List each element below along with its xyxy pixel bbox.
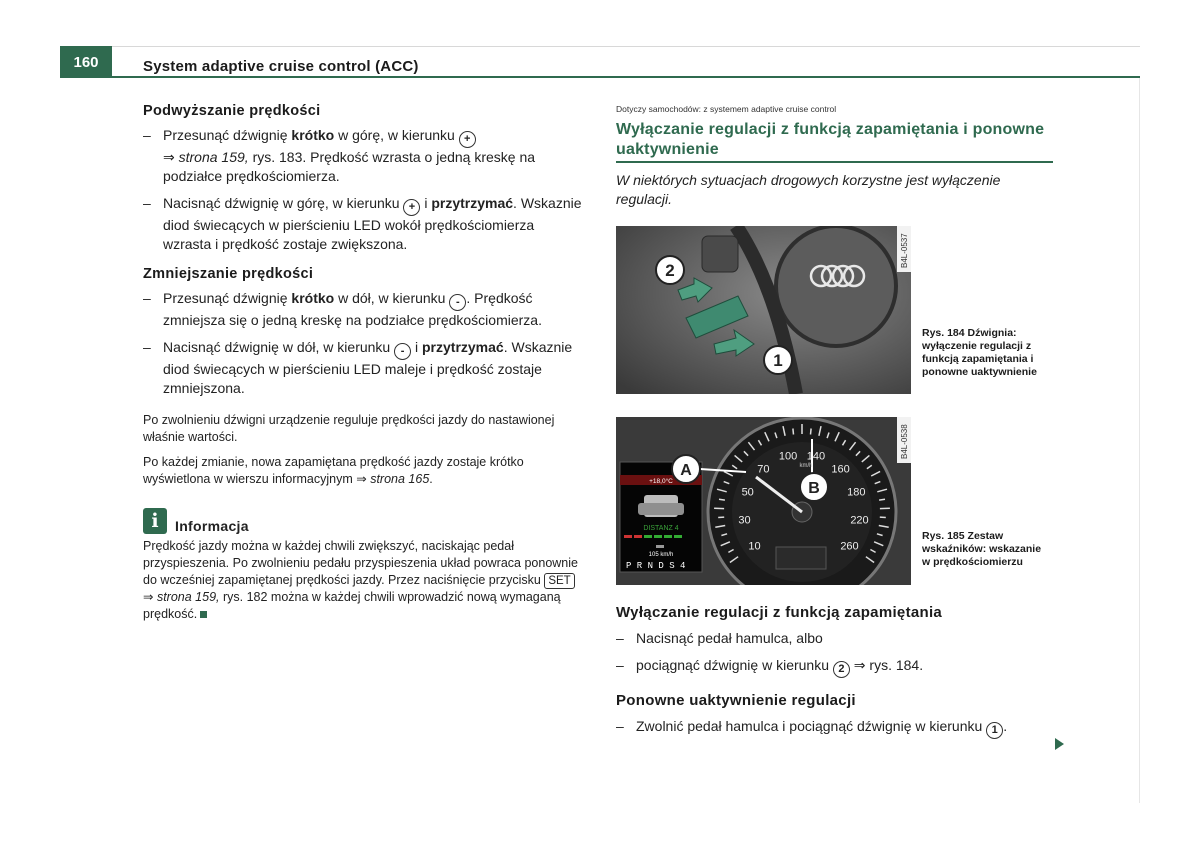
figure-code: B4L-0537 xyxy=(900,233,909,268)
heading-decrease: Zmniejszanie prędkości xyxy=(143,266,314,282)
speed-tick-label: 50 xyxy=(741,486,754,499)
speed-tick-label: 10 xyxy=(748,540,761,553)
minus-symbol-icon: - xyxy=(449,294,466,311)
figure-label-1: 1 xyxy=(773,351,783,370)
section-lead: W niektórych sytuacjach drogowych korzystne jest wyłączenie regulacji. xyxy=(616,171,1001,207)
speed-tick-mark xyxy=(793,429,794,435)
list-item: – Przesunąć dźwignię krótko w dół, w kierunku - . Prędkość zmniejsza się o jedną kreskę na podziałce prędkościomierza. xyxy=(143,290,542,328)
speed-tick-label: 100 xyxy=(778,450,798,463)
list-item: – pociągnąć dźwignię w kierunku 2 ⇒ rys. 184. xyxy=(616,656,1056,678)
set-key-icon: SET xyxy=(544,573,574,589)
paragraph: Po zwolnieniu dźwigni urządzenie reguluje prędkości jazdy do nastawionej właśnie wartości. xyxy=(143,413,555,444)
speed-tick-label: 180 xyxy=(847,486,866,499)
speed-tick-label: 140 xyxy=(806,450,826,463)
minus-symbol-icon: - xyxy=(394,343,411,360)
page-reference: strona 159, xyxy=(178,149,249,165)
heading-switch-off: Wyłączanie regulacji z funkcją zapamiętania xyxy=(616,604,943,621)
page-reference: strona 165 xyxy=(370,472,430,486)
plus-symbol-icon: + xyxy=(459,131,476,148)
speed-tick-label: 260 xyxy=(840,540,859,553)
figure-label-2: 2 xyxy=(665,261,675,280)
list-item: – Nacisnąć dźwignię w dół, w kierunku - i przytrzymać. Wskaznie diod świecących w pierścieniu LED maleje i prędkość zostaje zmniejszona. xyxy=(143,339,573,396)
lever-direction-2-icon: 2 xyxy=(833,661,850,678)
list-item: – Nacisnąć pedał hamulca, albo xyxy=(616,630,823,646)
info-icon: i xyxy=(143,508,167,534)
page-reference: strona 159, xyxy=(156,590,220,604)
info-title: Informacja xyxy=(175,518,249,534)
list-item: – Zwolnić pedał hamulca i pociągnąć dźwignię w kierunku 1 . xyxy=(616,717,1056,739)
speed-tick-mark xyxy=(719,499,725,500)
figure-184-caption: Rys. 184 Dźwignia: wyłączenie regulacji z funkcją zapamiętania i ponowne uaktywnienie xyxy=(922,327,1037,378)
column-divider xyxy=(1139,78,1140,803)
list-item: – Nacisnąć dźwignię w górę, w kierunku + i przytrzymać. Wskaznie diod świecących w pierścieniu LED wokół prędkościomierza wzrasta i prędkość zostaje zwiększona. xyxy=(143,195,582,252)
info-header xyxy=(143,508,583,534)
speed-tick-mark xyxy=(811,429,812,435)
speed-tick-label: 220 xyxy=(850,514,869,527)
switch-off-list xyxy=(616,629,1056,686)
reactivate-list xyxy=(616,717,1056,747)
gear-readout: P R N D S 4 xyxy=(626,561,686,571)
speed-unit: km/h xyxy=(799,463,813,469)
plus-symbol-icon: + xyxy=(403,199,420,216)
figure-label-B: B xyxy=(808,480,820,497)
lever-direction-1-icon: 1 xyxy=(986,722,1003,739)
speed-tick-mark xyxy=(879,499,885,500)
figure-code: B4L-0538 xyxy=(900,424,909,459)
figure-184-steering-lever xyxy=(616,226,911,394)
distance-readout: DISTANZ 4 xyxy=(643,525,679,532)
paragraph: Po każdej zmianie, nowa zapamiętana prędkość jazdy zostaje krótko wyświetlona w wierszu informacyjnym ⇒ strona 165. xyxy=(143,455,524,486)
heading-increase: Podwyższanie prędkości xyxy=(143,103,321,119)
speed-tick-label: 160 xyxy=(831,463,850,476)
figure-185-caption: Rys. 185 Zestaw wskaźników: wskazanie w prędkościomierzu xyxy=(922,530,1042,568)
figure-185-instrument-cluster xyxy=(616,417,911,585)
applies-to: Dotyczy samochodów: z systemem adaptive cruise control xyxy=(616,104,837,114)
header-rule xyxy=(60,76,1140,78)
page-number: 160 xyxy=(60,46,112,78)
section-title: Wyłączanie regulacji z funkcją zapamiętania i ponowne uaktywnienie xyxy=(616,121,1045,158)
speed-tick-label: 30 xyxy=(738,514,751,527)
info-text: Prędkość jazdy można w każdej chwili zwiększyć, naciskając pedał przyspieszenia. Po zwolnieniu pedału przyspieszenia układ powraca ponownie do wcześniej zapamiętanej prędkości jazdy. Przez naciśnięcie przycisku SET ⇒ strona 159, rys. 182 można w każdej chwili wprowadzić nową wymaganą prędkość. xyxy=(143,539,578,621)
temperature-readout: +18,0°C xyxy=(649,478,673,485)
continue-arrow-icon xyxy=(1055,738,1064,750)
set-speed-readout: 105 km/h xyxy=(648,552,674,558)
section-rule xyxy=(616,161,1053,163)
right-column xyxy=(616,104,1056,209)
figure-label-A: A xyxy=(680,462,692,479)
speed-tick-label: 70 xyxy=(757,463,770,476)
left-column xyxy=(143,103,583,631)
list-item: – Przesunąć dźwignię krótko w górę, w kierunku + ⇒ strona 159, rys. 183. Prędkość wzrasta o jedną kreskę na podziałce prędkościomierza. xyxy=(143,127,536,184)
header-top-rule xyxy=(112,46,1140,47)
heading-reactivate: Ponowne uaktywnienie regulacji xyxy=(616,692,856,709)
end-square-icon xyxy=(200,611,207,618)
page-title: System adaptive cruise control (ACC) xyxy=(143,58,419,75)
